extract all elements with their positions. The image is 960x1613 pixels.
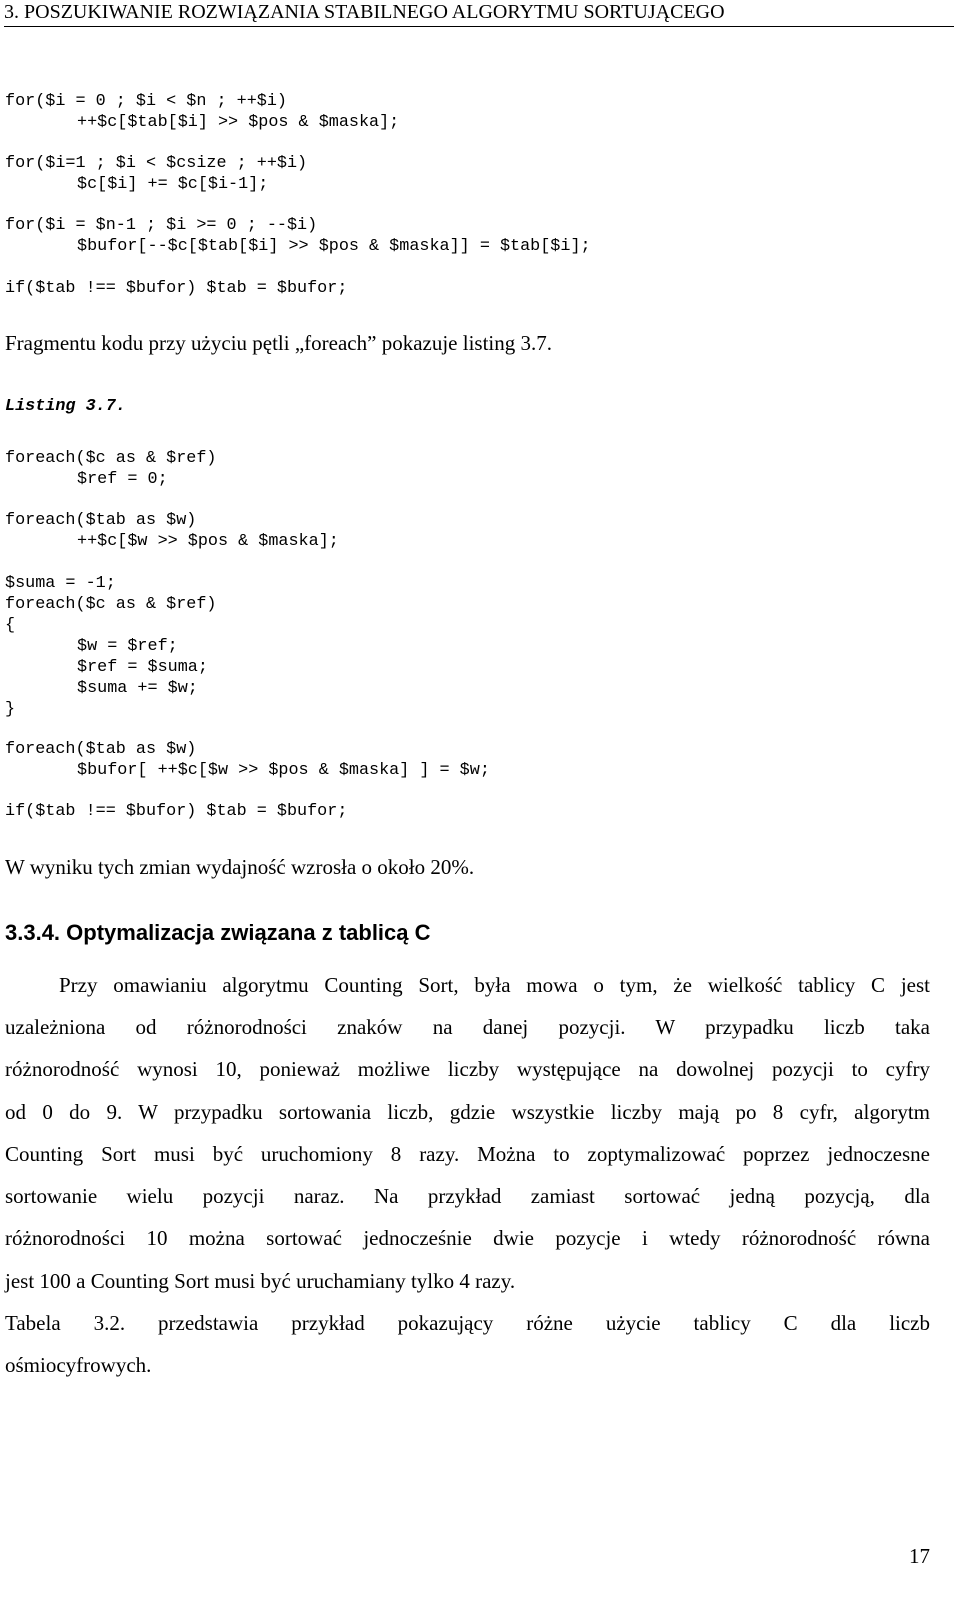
paragraph-line: różnorodność wynosi 10, ponieważ możliwe liczby występujące na dowolnej pozycji to cyfry — [5, 1057, 930, 1081]
code-line: $suma += $w; — [77, 679, 198, 698]
code-block-distribute — [5, 215, 591, 257]
listing-code-prefix — [5, 573, 216, 720]
paragraph-line: od 0 do 9. W przypadku sortowania liczb, gdzie wszystkie liczby mają po 8 cyfr, algorytm — [5, 1100, 930, 1124]
listing-code-swap — [5, 801, 347, 822]
code-block-swap — [5, 278, 347, 299]
code-line: if($tab !== $bufor) $tab = $bufor; — [5, 279, 348, 298]
page-number: 17 — [909, 1544, 930, 1568]
intro-text: Fragmentu kodu przy użyciu pętli „foreach” pokazuje listing 3.7. — [5, 331, 552, 355]
code-line: if($tab !== $bufor) $tab = $bufor; — [5, 802, 348, 821]
listing-label: Listing 3.7. — [5, 397, 126, 416]
code-line: ++$c[$tab[$i] >> $pos & $maska]; — [77, 113, 400, 132]
section-heading: 3.3.4. Optymalizacja związana z tablicą C — [5, 920, 431, 945]
code-block-prefix-sum — [5, 153, 307, 195]
code-line: foreach($c as & $ref) — [5, 449, 217, 468]
paragraph-line: Counting Sort musi być uruchomiony 8 razy. Można to zoptymalizować poprzez jednoczesne — [5, 1142, 930, 1166]
paragraph-line: jest 100 a Counting Sort musi być uruchamiany tylko 4 razy. — [5, 1269, 516, 1293]
paragraph-line: sortowanie wielu pozycji naraz. Na przykład zamiast sortować jedną pozycją, dla — [5, 1184, 930, 1208]
code-line: $c[$i] += $c[$i-1]; — [77, 175, 269, 194]
code-line: } — [5, 700, 16, 719]
paragraph-line: Tabela 3.2. przedstawia przykład pokazujący różne użycie tablicy C dla liczb — [5, 1311, 930, 1335]
code-line: $suma = -1; — [5, 574, 116, 593]
running-header: 3. POSZUKIWANIE ROZWIĄZANIA STABILNEGO ALGORYTMU SORTUJĄCEGO — [4, 0, 954, 27]
listing-code-reset — [5, 448, 216, 490]
code-line: { — [5, 616, 16, 635]
code-line: $w = $ref; — [77, 637, 178, 656]
code-line: foreach($c as & $ref) — [5, 595, 217, 614]
code-line: for($i = $n-1 ; $i >= 0 ; --$i) — [5, 216, 318, 235]
code-block-counting-sort — [5, 91, 399, 133]
code-line: $ref = 0; — [77, 470, 168, 489]
listing-code-count — [5, 510, 339, 552]
listing-code-distribute — [5, 739, 490, 781]
code-line: foreach($tab as $w) — [5, 511, 197, 530]
code-line: $bufor[ ++$c[$w >> $pos & $maska] ] = $w; — [77, 761, 490, 780]
code-line: $bufor[--$c[$tab[$i] >> $pos & $maska]] = $tab[$i]; — [77, 237, 591, 256]
result-text: W wyniku tych zmian wydajność wzrosła o około 20%. — [5, 855, 475, 879]
code-line: ++$c[$w >> $pos & $maska]; — [77, 532, 339, 551]
paragraph-line: Przy omawianiu algorytmu Counting Sort, była mowa o tym, że wielkość tablicy C jest — [59, 973, 930, 997]
code-line: for($i = 0 ; $i < $n ; ++$i) — [5, 92, 287, 111]
paragraph-line: różnorodności 10 można sortować jednocześnie dwie pozycje i wtedy różnorodność równa — [5, 1226, 930, 1250]
code-line: for($i=1 ; $i < $csize ; ++$i) — [5, 154, 308, 173]
paragraph-line: uzależniona od różnorodności znaków na danej pozycji. W przypadku liczb taka — [5, 1015, 930, 1039]
code-line: $ref = $suma; — [77, 658, 208, 677]
code-line: foreach($tab as $w) — [5, 740, 197, 759]
paragraph-line: ośmiocyfrowych. — [5, 1353, 152, 1377]
